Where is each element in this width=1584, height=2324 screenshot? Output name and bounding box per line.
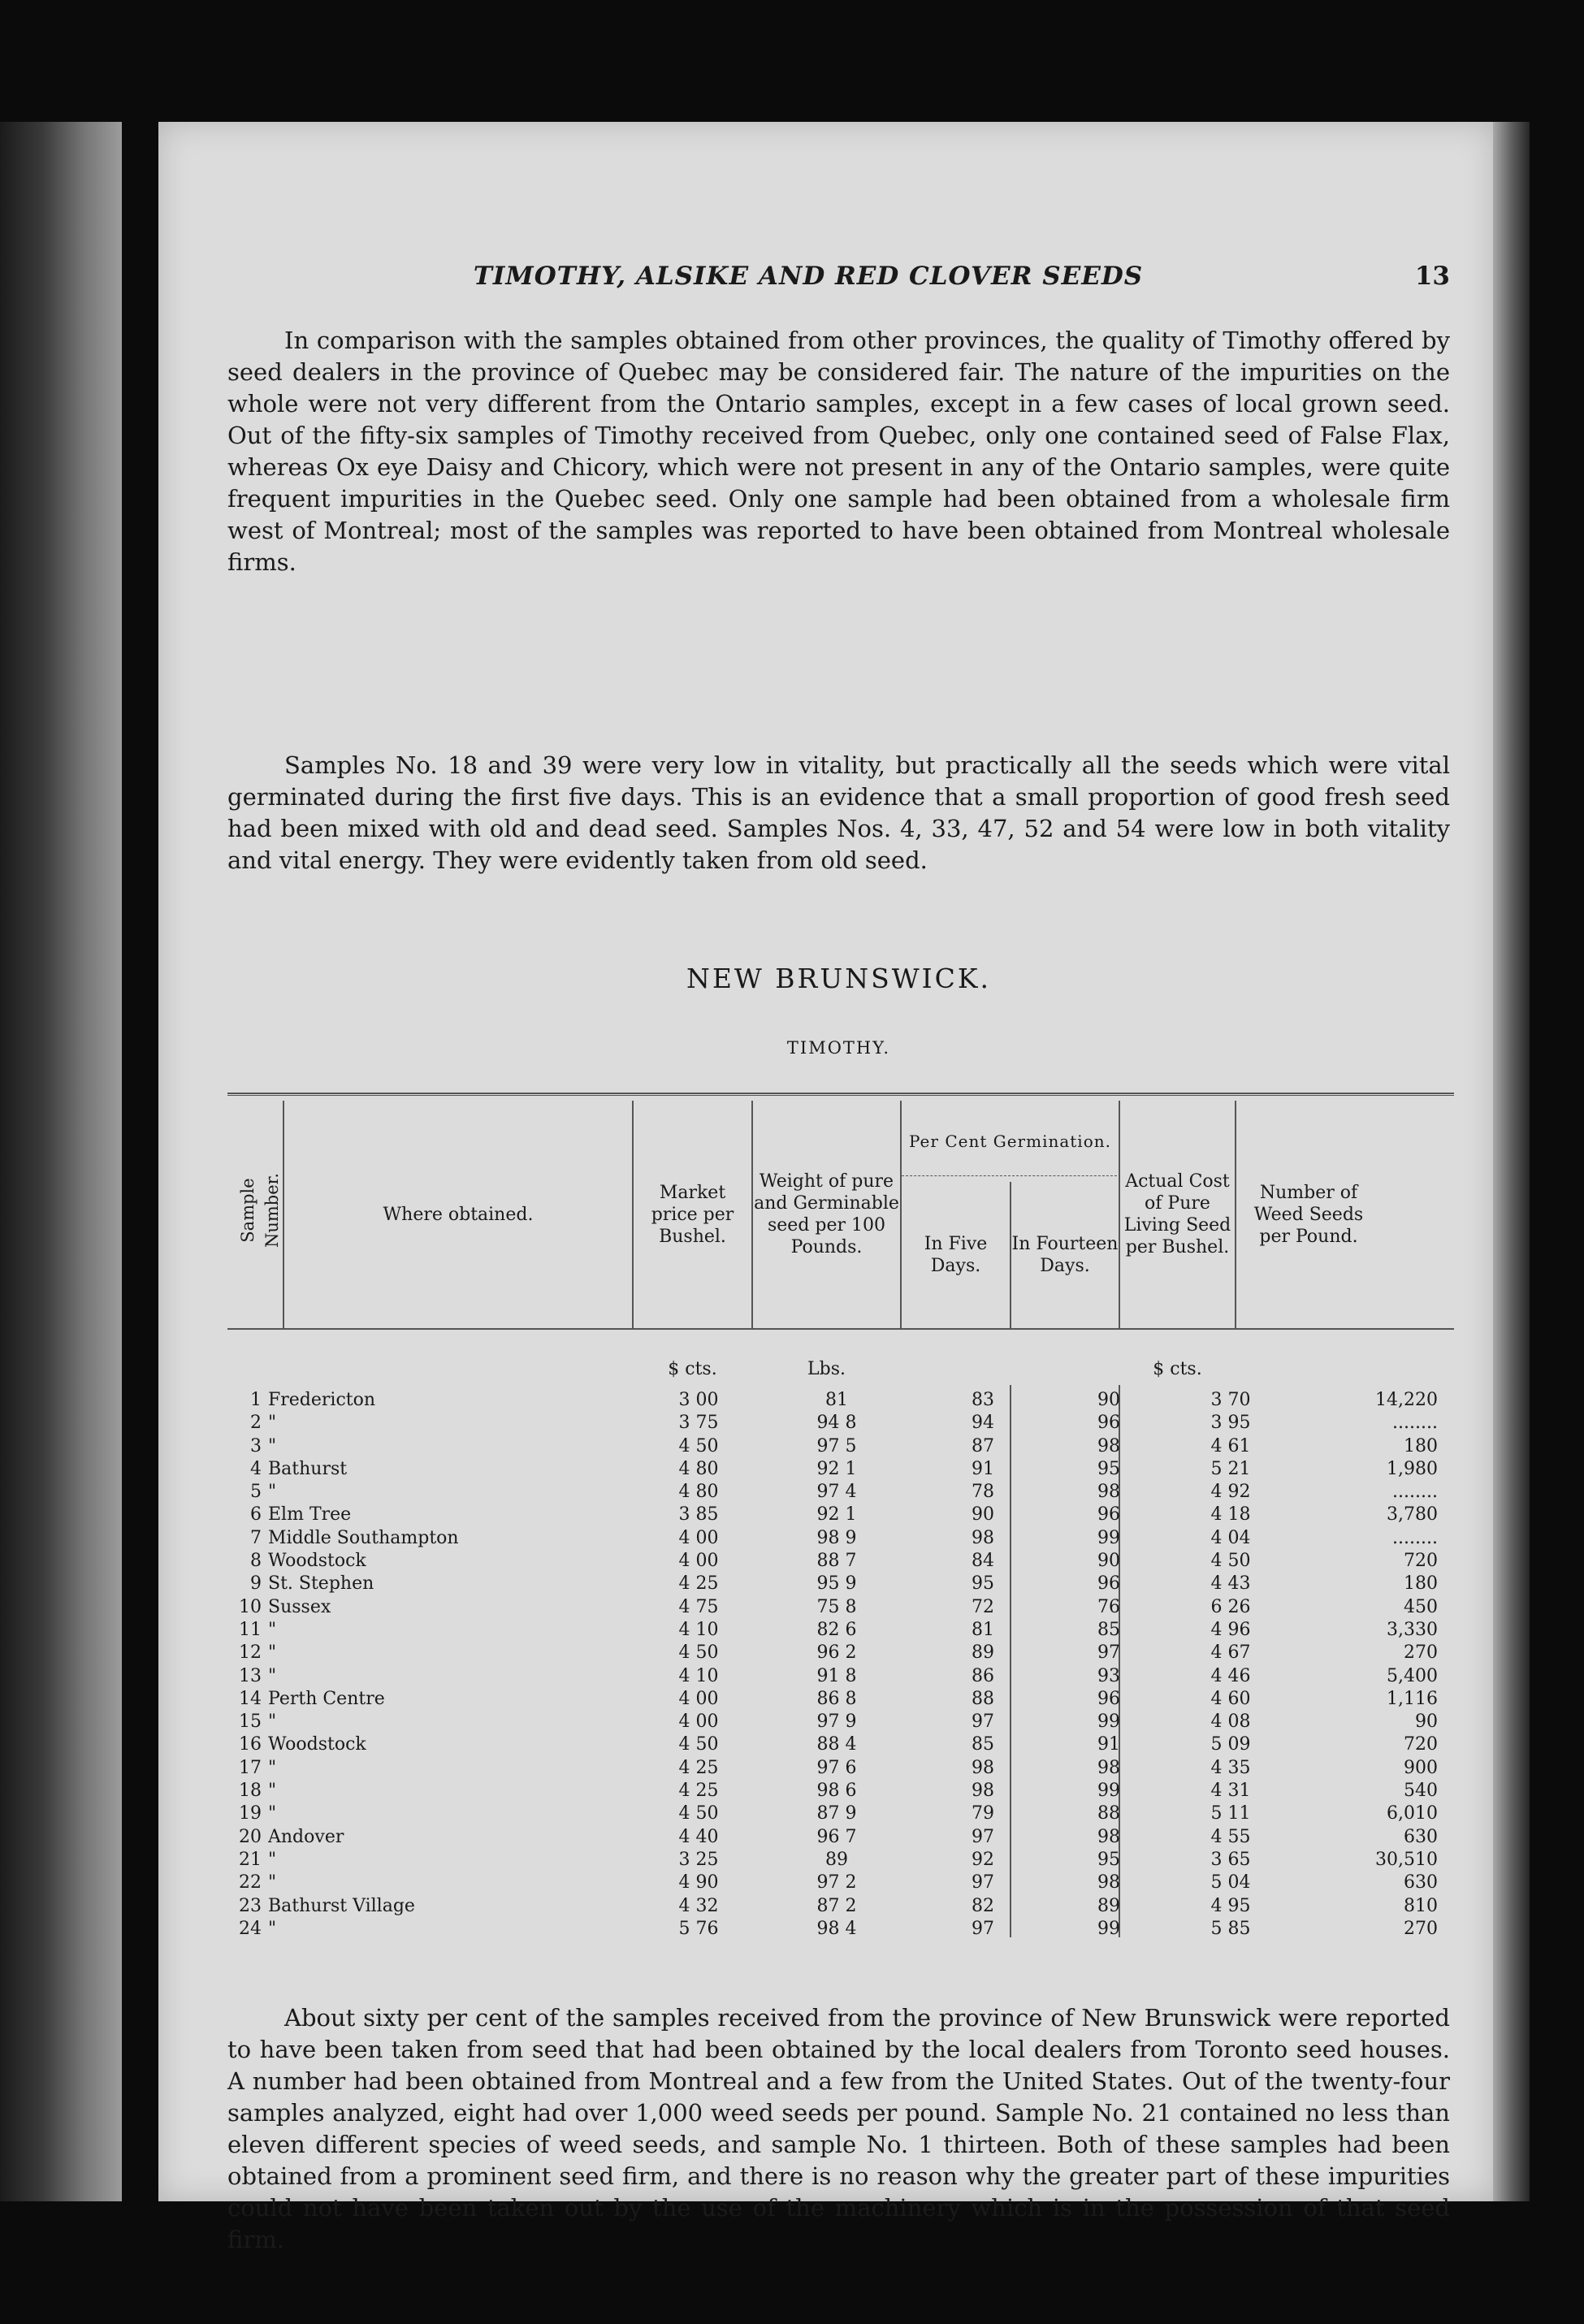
header-germination: Per Cent Germination.	[909, 1131, 1111, 1151]
weed-seeds-value: 810	[1404, 1895, 1438, 1916]
header-five-days: In Five Days.	[924, 1234, 988, 1276]
market-price: 4 80	[678, 1482, 719, 1503]
market-price: 4 00	[678, 1688, 719, 1709]
fourteen-days-value: 98	[1097, 1826, 1120, 1847]
market-price: 4 10	[678, 1665, 719, 1686]
five-days-value: 81	[972, 1619, 994, 1640]
weight-value: 97 9	[816, 1712, 857, 1733]
market-price: 4 00	[678, 1712, 719, 1733]
document-page	[158, 122, 1495, 2253]
weed-seeds-value: 30,510	[1375, 1849, 1438, 1870]
weed-seeds-value: ........	[1392, 1413, 1438, 1434]
weight-value: 94 8	[816, 1413, 857, 1434]
weed-seeds-value: 3,330	[1387, 1619, 1438, 1640]
weight-value: 97 4	[816, 1482, 857, 1503]
fourteen-days-value: 99	[1097, 1781, 1120, 1802]
market-price: 3 00	[678, 1390, 719, 1410]
where-obtained: "	[268, 1781, 277, 1802]
five-days-value: 88	[972, 1688, 994, 1709]
weed-seeds-value: 180	[1404, 1435, 1438, 1456]
where-obtained: Sussex	[268, 1596, 331, 1617]
fourteen-days-value: 89	[1097, 1895, 1120, 1916]
fourteen-days-value: 91	[1097, 1734, 1120, 1755]
table-row	[227, 1826, 1470, 1849]
weed-seeds-value: 3,780	[1387, 1504, 1438, 1526]
weight-value: 98 4	[816, 1918, 857, 1939]
fourteen-days-value: 88	[1097, 1803, 1120, 1824]
weed-seeds-value: 1,980	[1387, 1458, 1438, 1479]
market-price: 4 25	[678, 1757, 719, 1778]
sample-number: 3	[250, 1435, 262, 1456]
market-price: 4 50	[678, 1803, 719, 1824]
five-days-value: 98	[972, 1527, 994, 1548]
table-row	[227, 1780, 1470, 1803]
table-row	[227, 1688, 1470, 1711]
market-price: 3 25	[678, 1849, 719, 1870]
weight-value: 87 9	[816, 1803, 857, 1824]
header-actual-cost: Actual Cost of Pure Living Seed per Bushel.	[1123, 1171, 1231, 1257]
where-obtained: "	[268, 1757, 277, 1778]
weed-seeds-value: 6,010	[1387, 1803, 1438, 1824]
market-price: 4 80	[678, 1458, 719, 1479]
table-header-rule	[227, 1328, 1454, 1330]
actual-cost: 3 70	[1210, 1390, 1251, 1410]
five-days-value: 82	[972, 1895, 994, 1916]
market-price: 4 50	[678, 1642, 719, 1664]
fourteen-days-value: 96	[1097, 1688, 1120, 1709]
where-obtained: Woodstock	[268, 1551, 366, 1572]
actual-cost: 4 46	[1210, 1665, 1251, 1686]
fourteen-days-value: 90	[1097, 1390, 1120, 1410]
where-obtained: "	[268, 1435, 277, 1456]
actual-cost: 4 95	[1210, 1895, 1251, 1916]
fourteen-days-value: 98	[1097, 1435, 1120, 1456]
fourteen-days-value: 90	[1097, 1551, 1120, 1572]
sample-number: 24	[239, 1918, 262, 1939]
five-days-value: 98	[972, 1781, 994, 1802]
sample-number: 8	[250, 1551, 262, 1572]
unit-price: $ cts.	[668, 1359, 717, 1379]
header-weight: Weight of pure and Germinable seed per 100 Pounds.	[754, 1171, 899, 1257]
table-row	[227, 1872, 1470, 1894]
weed-seeds-value: 1,116	[1387, 1688, 1438, 1709]
five-days-value: 84	[972, 1551, 994, 1572]
table-row	[227, 1596, 1470, 1619]
five-days-value: 97	[972, 1826, 994, 1847]
section-title: NEW BRUNSWICK.	[686, 963, 992, 994]
table-body	[227, 1389, 1470, 1941]
weed-seeds-value: 270	[1404, 1918, 1438, 1939]
running-title: TIMOTHY, ALSIKE AND RED CLOVER SEEDS	[473, 262, 1144, 291]
table-row	[227, 1412, 1470, 1435]
actual-cost: 3 95	[1210, 1413, 1251, 1434]
fourteen-days-value: 76	[1097, 1596, 1120, 1617]
table-row	[227, 1435, 1470, 1458]
sample-number: 14	[239, 1688, 262, 1709]
five-days-value: 72	[972, 1596, 994, 1617]
fourteen-days-value: 98	[1097, 1482, 1120, 1503]
five-days-value: 98	[972, 1757, 994, 1778]
actual-cost: 4 61	[1210, 1435, 1251, 1456]
section-subtitle: TIMOTHY.	[786, 1038, 891, 1058]
weight-value: 97 5	[816, 1435, 857, 1456]
sample-number: 2	[250, 1413, 262, 1434]
sample-number: 7	[250, 1527, 262, 1548]
fourteen-days-value: 99	[1097, 1527, 1120, 1548]
actual-cost: 4 92	[1210, 1482, 1251, 1503]
actual-cost: 4 35	[1210, 1757, 1251, 1778]
market-price: 3 75	[678, 1413, 719, 1434]
weight-value: 87 2	[816, 1895, 857, 1916]
actual-cost: 4 31	[1210, 1781, 1251, 1802]
five-days-value: 95	[972, 1573, 994, 1595]
where-obtained: Elm Tree	[268, 1504, 352, 1526]
weed-seeds-value: ........	[1392, 1527, 1438, 1548]
market-price: 4 75	[678, 1596, 719, 1617]
market-price: 4 32	[678, 1895, 719, 1916]
unit-weight: Lbs.	[807, 1359, 846, 1379]
five-days-value: 92	[972, 1849, 994, 1870]
fourteen-days-value: 95	[1097, 1849, 1120, 1870]
actual-cost: 5 11	[1210, 1803, 1251, 1824]
market-price: 4 25	[678, 1573, 719, 1595]
five-days-value: 90	[972, 1504, 994, 1526]
weight-value: 91 8	[816, 1665, 857, 1686]
sample-number: 20	[239, 1826, 262, 1847]
where-obtained: Perth Centre	[268, 1688, 385, 1709]
table-row	[227, 1504, 1470, 1526]
market-price: 4 10	[678, 1619, 719, 1640]
table-top-rule-2	[227, 1095, 1454, 1096]
five-days-value: 79	[972, 1803, 994, 1824]
sample-number: 12	[239, 1642, 262, 1664]
weed-seeds-value: ........	[1392, 1482, 1438, 1503]
table-row	[227, 1733, 1470, 1756]
weight-value: 92 1	[816, 1504, 857, 1526]
actual-cost: 4 18	[1210, 1504, 1251, 1526]
table-row	[227, 1895, 1470, 1918]
weed-seeds-value: 180	[1404, 1573, 1438, 1595]
where-obtained: "	[268, 1872, 277, 1893]
market-price: 4 25	[678, 1781, 719, 1802]
five-days-value: 91	[972, 1458, 994, 1479]
weight-value: 92 1	[816, 1458, 857, 1479]
weed-seeds-value: 720	[1404, 1734, 1438, 1755]
page-stack-edge	[1493, 122, 1530, 2201]
page-header	[227, 262, 1450, 302]
fourteen-days-value: 97	[1097, 1642, 1120, 1664]
fourteen-days-value: 85	[1097, 1619, 1120, 1640]
sample-number: 1	[250, 1390, 262, 1410]
paragraph-low-vitality: Samples No. 18 and 39 were very low in vitality, but practically all the seeds which were vital germinated during the first five days. This is an evidence that a small proportion of good fresh seed had been mixed with old and dead seed. Samples Nos. 4, 33, 47, 52 and 54 were low in both vitality and vital energy. They were evidently taken from old seed.	[227, 751, 1450, 874]
where-obtained: "	[268, 1849, 277, 1870]
weight-value: 96 2	[816, 1642, 857, 1664]
sample-number: 15	[239, 1712, 262, 1733]
sample-number: 19	[239, 1803, 262, 1824]
fourteen-days-value: 96	[1097, 1413, 1120, 1434]
actual-cost: 4 04	[1210, 1527, 1251, 1548]
weed-seeds-value: 630	[1404, 1872, 1438, 1893]
table-row	[227, 1757, 1470, 1780]
weed-seeds-value: 900	[1404, 1757, 1438, 1778]
five-days-value: 97	[972, 1872, 994, 1893]
actual-cost: 4 50	[1210, 1551, 1251, 1572]
market-price: 4 00	[678, 1527, 719, 1548]
where-obtained: "	[268, 1619, 277, 1640]
market-price: 5 76	[678, 1918, 719, 1939]
five-days-value: 86	[972, 1665, 994, 1686]
sample-number: 17	[239, 1757, 262, 1778]
five-days-value: 83	[972, 1390, 994, 1410]
where-obtained: St. Stephen	[268, 1573, 374, 1595]
where-obtained: "	[268, 1413, 277, 1434]
header-where-obtained: Where obtained.	[383, 1204, 534, 1225]
sample-number: 23	[239, 1895, 262, 1916]
weight-value: 95 9	[816, 1573, 857, 1595]
weight-value: 82 6	[816, 1619, 857, 1640]
fourteen-days-value: 99	[1097, 1918, 1120, 1939]
weight-value: 81	[825, 1390, 848, 1410]
table-row	[227, 1389, 1470, 1412]
sample-number: 13	[239, 1665, 262, 1686]
where-obtained: Andover	[268, 1826, 344, 1847]
where-obtained: Fredericton	[268, 1390, 376, 1410]
actual-cost: 4 43	[1210, 1573, 1251, 1595]
table-row	[227, 1642, 1470, 1664]
where-obtained: "	[268, 1918, 277, 1939]
header-sample-number: Sample Number.	[238, 1172, 282, 1249]
market-price: 3 85	[678, 1504, 719, 1526]
five-days-value: 97	[972, 1712, 994, 1733]
weight-value: 98 6	[816, 1781, 857, 1802]
weight-value: 98 9	[816, 1527, 857, 1548]
where-obtained: Woodstock	[268, 1734, 366, 1755]
sample-number: 9	[250, 1573, 262, 1595]
previous-page-edge	[0, 122, 122, 2201]
fourteen-days-value: 95	[1097, 1458, 1120, 1479]
sample-number: 22	[239, 1872, 262, 1893]
weed-seeds-value: 90	[1415, 1712, 1438, 1733]
weed-seeds-value: 14,220	[1375, 1390, 1438, 1410]
five-days-value: 78	[972, 1482, 994, 1503]
where-obtained: Bathurst Village	[268, 1895, 415, 1916]
where-obtained: "	[268, 1642, 277, 1664]
weed-seeds-value: 270	[1404, 1642, 1438, 1664]
weight-value: 97 6	[816, 1757, 857, 1778]
sample-number: 11	[239, 1619, 262, 1640]
where-obtained: "	[268, 1712, 277, 1733]
header-weed-seeds: Number of Weed Seeds per Pound.	[1253, 1182, 1364, 1247]
sample-number: 5	[250, 1482, 262, 1503]
actual-cost: 5 04	[1210, 1872, 1251, 1893]
actual-cost: 5 09	[1210, 1734, 1251, 1755]
market-price: 4 50	[678, 1734, 719, 1755]
table-row	[227, 1803, 1470, 1825]
fourteen-days-value: 96	[1097, 1504, 1120, 1526]
fourteen-days-value: 98	[1097, 1757, 1120, 1778]
where-obtained: Middle Southampton	[268, 1527, 459, 1548]
where-obtained: "	[268, 1803, 277, 1824]
table-row	[227, 1665, 1470, 1688]
where-obtained: Bathurst	[268, 1458, 348, 1479]
header-fourteen-days: In Fourteen Days.	[1011, 1234, 1119, 1276]
five-days-value: 89	[972, 1642, 994, 1664]
weight-value: 97 2	[816, 1872, 857, 1893]
actual-cost: 4 55	[1210, 1826, 1251, 1847]
page-number: 13	[1414, 262, 1450, 291]
paragraph-quebec-comparison: In comparison with the samples obtained from other provinces, the quality of Timothy offered by seed dealers in the province of Quebec may be considered fair. The nature of the impurities on the whole were not very different from the Ontario samples, except in a few cases of local grown seed. Out of the fifty-six samples of Timothy received from Quebec, only one contained seed of False Flax, whereas Ox eye Daisy and Chicory, which were not present in any of the Ontario samples, were quite frequent impurities in the Quebec seed. Only one sample had been obtained from a wholesale firm west of Montreal; most of the samples was reported to have been obtained from Montreal wholesale firms.	[227, 327, 1450, 576]
fourteen-days-value: 93	[1097, 1665, 1120, 1686]
paragraph-new-brunswick: About sixty per cent of the samples received from the province of New Brunswick were reported to have been taken from seed that had been obtained by the local dealers from Toronto seed houses. A number had been obtained from Montreal and a few from the United States. Out of the twenty-four samples analyzed, eight had over 1,000 weed seeds per pound. Sample No. 21 contained no less than eleven different species of weed seeds, and sample No. 1 thirteen. Both of these samples had been obtained from a prominent seed firm, and there is no reason why the greater part of these impurities could not have been taken out by the use of the machinery which is in the possession of that seed firm.	[227, 2004, 1450, 2253]
actual-cost: 4 08	[1210, 1712, 1251, 1733]
market-price: 4 50	[678, 1435, 719, 1456]
weight-value: 88 7	[816, 1551, 857, 1572]
header-market-price: Market price per Bushel.	[651, 1182, 734, 1247]
fourteen-days-value: 98	[1097, 1872, 1120, 1893]
table-top-rule	[227, 1093, 1454, 1094]
market-price: 4 40	[678, 1826, 719, 1847]
weed-seeds-value: 720	[1404, 1551, 1438, 1572]
sample-number: 10	[239, 1596, 262, 1617]
table-row	[227, 1573, 1470, 1595]
table-row	[227, 1849, 1470, 1872]
germination-divider	[902, 1175, 1117, 1176]
weight-value: 89	[825, 1849, 848, 1870]
market-price: 4 00	[678, 1551, 719, 1572]
weed-seeds-value: 5,400	[1387, 1665, 1438, 1686]
actual-cost: 6 26	[1210, 1596, 1251, 1617]
unit-cost: $ cts.	[1153, 1359, 1202, 1379]
table-row	[227, 1711, 1470, 1733]
weight-value: 75 8	[816, 1596, 857, 1617]
fourteen-days-value: 99	[1097, 1712, 1120, 1733]
weed-seeds-value: 540	[1404, 1781, 1438, 1802]
table-row	[227, 1619, 1470, 1642]
actual-cost: 4 96	[1210, 1619, 1251, 1640]
five-days-value: 94	[972, 1413, 994, 1434]
table-row	[227, 1527, 1470, 1550]
actual-cost: 5 21	[1210, 1458, 1251, 1479]
sample-number: 6	[250, 1504, 262, 1526]
actual-cost: 4 60	[1210, 1688, 1251, 1709]
weight-value: 86 8	[816, 1688, 857, 1709]
market-price: 4 90	[678, 1872, 719, 1893]
actual-cost: 4 67	[1210, 1642, 1251, 1664]
timothy-table	[227, 1093, 1470, 1941]
actual-cost: 5 85	[1210, 1918, 1251, 1939]
weight-value: 88 4	[816, 1734, 857, 1755]
where-obtained: "	[268, 1482, 277, 1503]
five-days-value: 85	[972, 1734, 994, 1755]
sample-number: 4	[250, 1458, 262, 1479]
weed-seeds-value: 630	[1404, 1826, 1438, 1847]
five-days-value: 97	[972, 1918, 994, 1939]
table-row	[227, 1458, 1470, 1481]
sample-number: 16	[239, 1734, 262, 1755]
weed-seeds-value: 450	[1404, 1596, 1438, 1617]
table-row	[227, 1918, 1470, 1941]
fourteen-days-value: 96	[1097, 1573, 1120, 1595]
where-obtained: "	[268, 1665, 277, 1686]
sample-number: 21	[239, 1849, 262, 1870]
five-days-value: 87	[972, 1435, 994, 1456]
table-row	[227, 1481, 1470, 1504]
table-row	[227, 1550, 1470, 1573]
sample-number: 18	[239, 1781, 262, 1802]
weight-value: 96 7	[816, 1826, 857, 1847]
actual-cost: 3 65	[1210, 1849, 1251, 1870]
